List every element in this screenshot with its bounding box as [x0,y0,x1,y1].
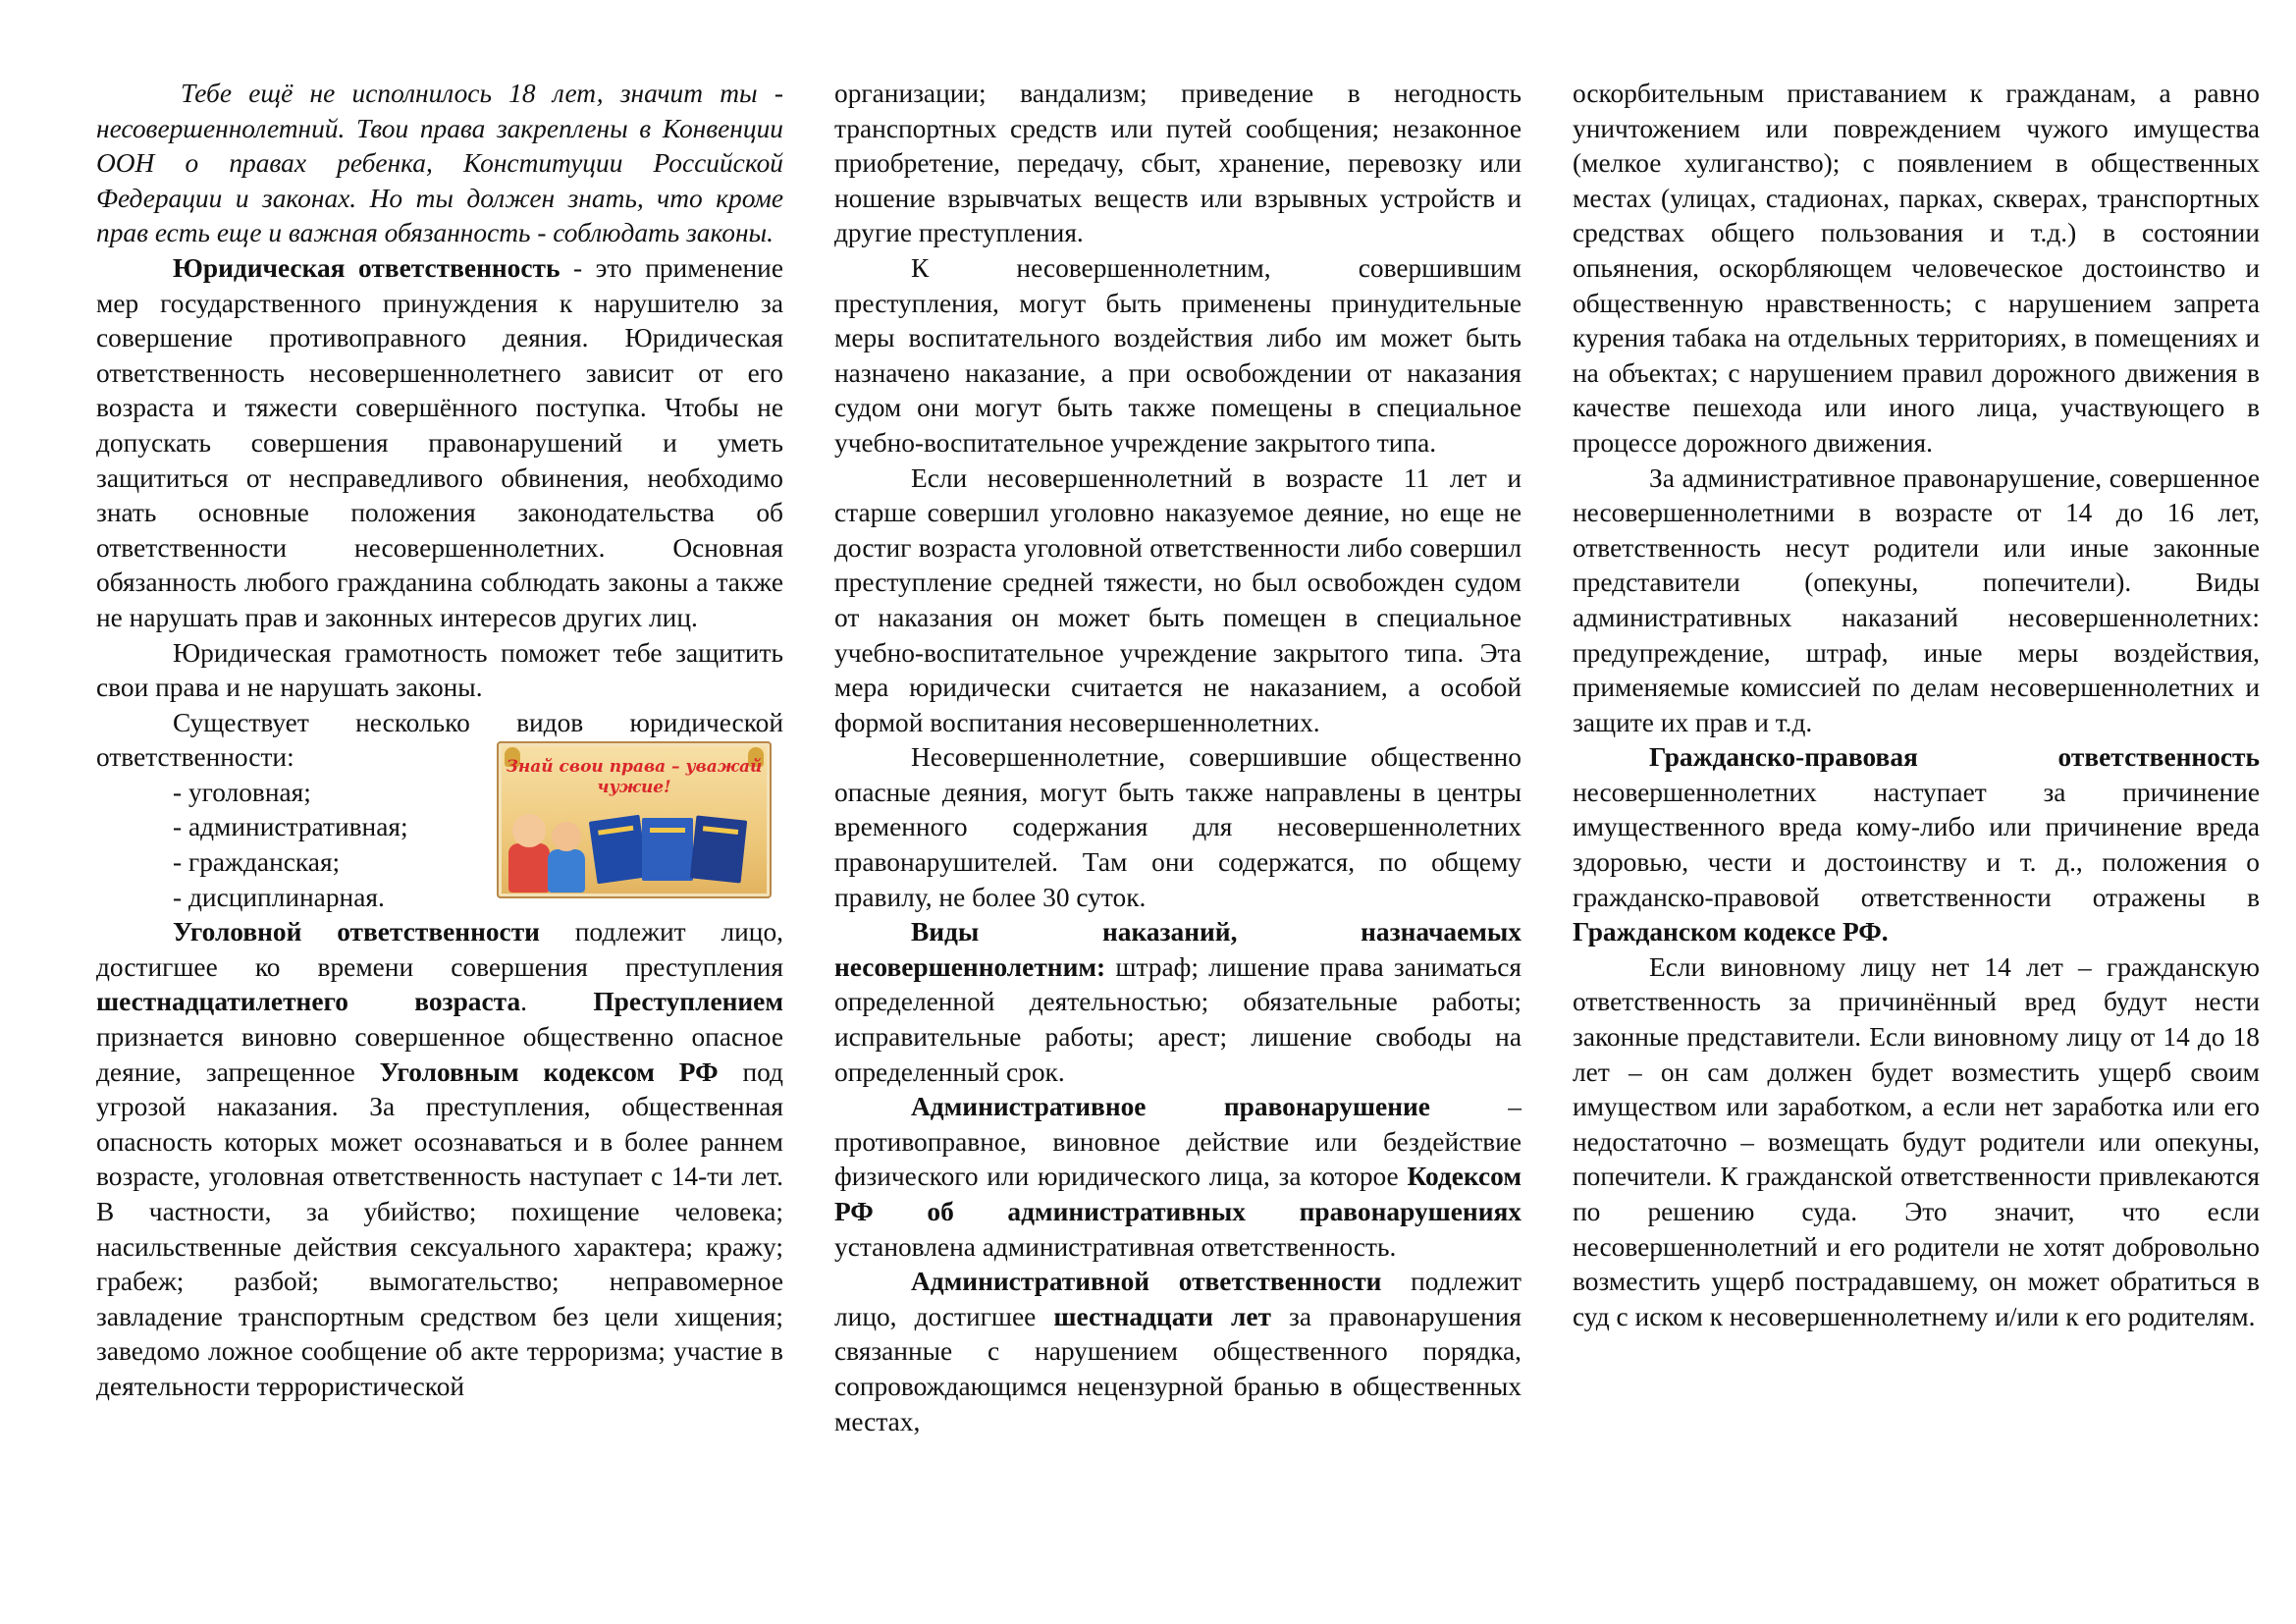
criminal-liability-paragraph [96,915,783,1404]
book-icon [690,815,747,883]
punishment-types-paragraph [834,915,1522,1090]
criminal-code-term: Уголовным кодексом РФ [379,1056,719,1087]
administrative-liability-paragraph [834,1265,1522,1439]
punishment-types-term: Виды наказаний, назначаемых несовершеннолетним: [834,917,1522,982]
text-span: за правонарушения связанные с нарушением общественного порядка, сопровождающимся нецензурной бранью в общественных местах, [834,1301,1522,1436]
literacy-paragraph: Юридическая грамотность поможет тебе защитить свои права и не нарушать законы. [96,637,783,703]
text-span: установлена административная ответственность. [834,1231,1397,1262]
administrative-liability-term: Административной ответственности [911,1267,1382,1297]
civil-code-term: Гражданском кодексе РФ. [1573,917,1889,947]
book-icon [642,818,693,881]
compensation-paragraph: Если виновному лицу нет 14 лет – гражданскую ответственность за причинённый вред будут нести законные представители. Если виновному лицу от 14 до 18 лет – он сам должен будет возместить ущерб своим имуществом или заработком, а если нет заработка или его недостаточно – возмещать будут родители или опекуны, попечители. К гражданской ответственности привлекаются по решению суда. Это значит, что если несовершеннолетний и его родители не хотят добровольно возместить ущерб пострадавшему, он может обратиться в суд с иском к несовершеннолетнему и/или к его родителям. [1573,951,2260,1331]
hooliganism-continuation-paragraph: оскорбительным приставанием к гражданам, а равно уничтожением или повреждением чужого имущества (мелкое хулиганство); с появлением в общественных местах (улицах, стадионах, парках, скверах, транспортных средствах общего пользования и т.д.) в состоянии опьянения, оскорбляющем человеческое достоинство и общественную нравственность; с нарушением запрета курения табака на отдельных территориях, в помещениях и на объектах; с нарушением правил дорожного движения в качестве пешехода или иного лица, участвующего в процессе дорожного движения. [1573,79,2260,458]
administrative-offense-term: Административное правонарушение [911,1092,1430,1122]
column-right [1573,77,2260,1334]
sixteen-years-term: шестнадцати лет [1053,1301,1271,1331]
list-item: - уголовная; [173,777,311,807]
child-head [512,814,546,847]
legal-liability-text: - это применение мер государственного принуждения к нарушителю за совершение противоправного деяния. Юридическая ответственность несовершеннолетнего зависит от его возраста и тяжести совершённого поступка. Чтобы не допускать совершения правонарушений и уметь защититься от несправедливого обвинения, необходимо знать основные положения законодательства об ответственности несовершеннолетних. Основная обязанность любого гражданина соблюдать законы а также не нарушать прав и законных интересов других лиц. [96,252,783,632]
criminal-liability-term: Уголовной ответственности [173,917,540,947]
child-head [552,822,581,851]
text-span: штраф; лишение права заниматься определенной деятельностью; обязательные работы; исправительные работы; арест; лишение свободы на определенный срок. [834,951,1522,1087]
text-span: признается виновно совершенное общественно опасное деяние, запрещенное [96,1022,783,1087]
educational-measures-paragraph: К несовершеннолетним, совершившим преступления, могут быть применены принудительные меры воспитательного воздействия либо им может быть назначено наказание, а при освобождении от наказания судом они могут быть также помещены в специальное учебно-воспитательное учреждение закрытого типа. [834,252,1522,458]
administrative-offense-paragraph [834,1090,1522,1265]
civil-liability-term: Гражданско-правовая ответственность [1649,742,2260,773]
age-eleven-paragraph: Если несовершеннолетний в возрасте 11 лет и старше совершил уголовно наказуемое деяние, но еще не достиг возраста уголовной ответственности либо совершил преступление средней тяжести, но был освобожден судом от наказания он может быть помещен в специальное учебно-воспитательное учреждение закрытого типа. Эта мера юридически считается не наказанием, а особой формой воспитания несовершеннолетних. [834,462,1522,737]
child-figure [508,843,550,893]
parents-responsibility-paragraph: За административное правонарушение, совершенное несовершеннолетними в возрасте от 14 до 16 лет, ответственность несут родители или иные законные представители (опекуны, попечители). Виды административных наказаний несовершеннолетних: предупреждение, штраф, иные меры воздействия, применяемые комиссией по делам несовершеннолетних и защите их прав и т.д. [1573,462,2260,737]
administrative-code-term: Кодексом РФ об административных правонарушениях [834,1162,1522,1226]
liability-types-block [96,706,783,916]
liability-types-intro: Существует несколько видов юридической ответственности: [96,707,783,773]
rights-poster-image [497,741,772,898]
crimes-continuation-paragraph: организации; вандализм; приведение в негодность транспортных средств или путей сообщения; незаконное приобретение, передачу, сбыт, хранение, перевозку или ношение взрывчатых веществ или взрывных устройств и другие преступления. [834,79,1522,248]
temporary-centers-paragraph: Несовершеннолетние, совершившие общественно опасные деяния, могут быть также направлены в центры временного содержания для несовершеннолетних правонарушителей. Там они содержатся, по общему правилу, не более 30 суток. [834,742,1522,912]
text-span: – противоправное, виновное действие или бездействие физического или юридического лица, за которое [834,1092,1522,1192]
intro-paragraph: Тебе ещё не исполнилось 18 лет, значит ты - несовершеннолетний. Твои права закреплены в Конвенции ООН о правах ребенка, Конституции Российской Федерации и законах. Но ты должен знать, что кроме прав есть еще и важная обязанность - соблюдать законы. [96,79,783,248]
crime-term: Преступлением [593,987,783,1017]
text-span: несовершеннолетних наступает за причинение имущественного вреда кому-либо или причинение вреда здоровью, чести и достоинству и т. д., положения о гражданско-правовой ответственности отражены в [1573,777,2260,912]
text-span: под угрозой наказания. За преступления, общественная опасность которых может осознаваться и в более раннем возрасте, уголовная ответственность наступает с 14-ти лет. В частности, за убийство; похищение человека; насильственные действия сексуального характера; кражу; грабеж; разбой; вымогательство; неправомерное завладение транспортным средством без цели хищения; заведомо ложное сообщение об акте терроризма; участие в деятельности террористической [96,1056,783,1401]
text-span: подлежит лицо, достигшее ко времени совершения преступления [96,917,783,982]
column-middle [834,77,1522,1439]
age-term: шестнадцатилетнего возраста [96,987,521,1017]
poster-title: Знай свои права – уважай чужие! [506,756,763,797]
text-span: подлежит лицо, достигшее [834,1267,1522,1331]
child-figure [548,849,585,893]
list-item: - административная; [173,812,408,842]
text-span: . [520,987,594,1017]
list-item: - гражданская; [173,847,341,878]
column-left [96,77,783,1405]
list-item: - дисциплинарная. [173,882,385,912]
book-icon [589,814,648,884]
legal-liability-term: Юридическая ответственность [173,252,561,283]
legal-liability-paragraph [96,251,783,636]
civil-liability-paragraph [1573,740,2260,950]
